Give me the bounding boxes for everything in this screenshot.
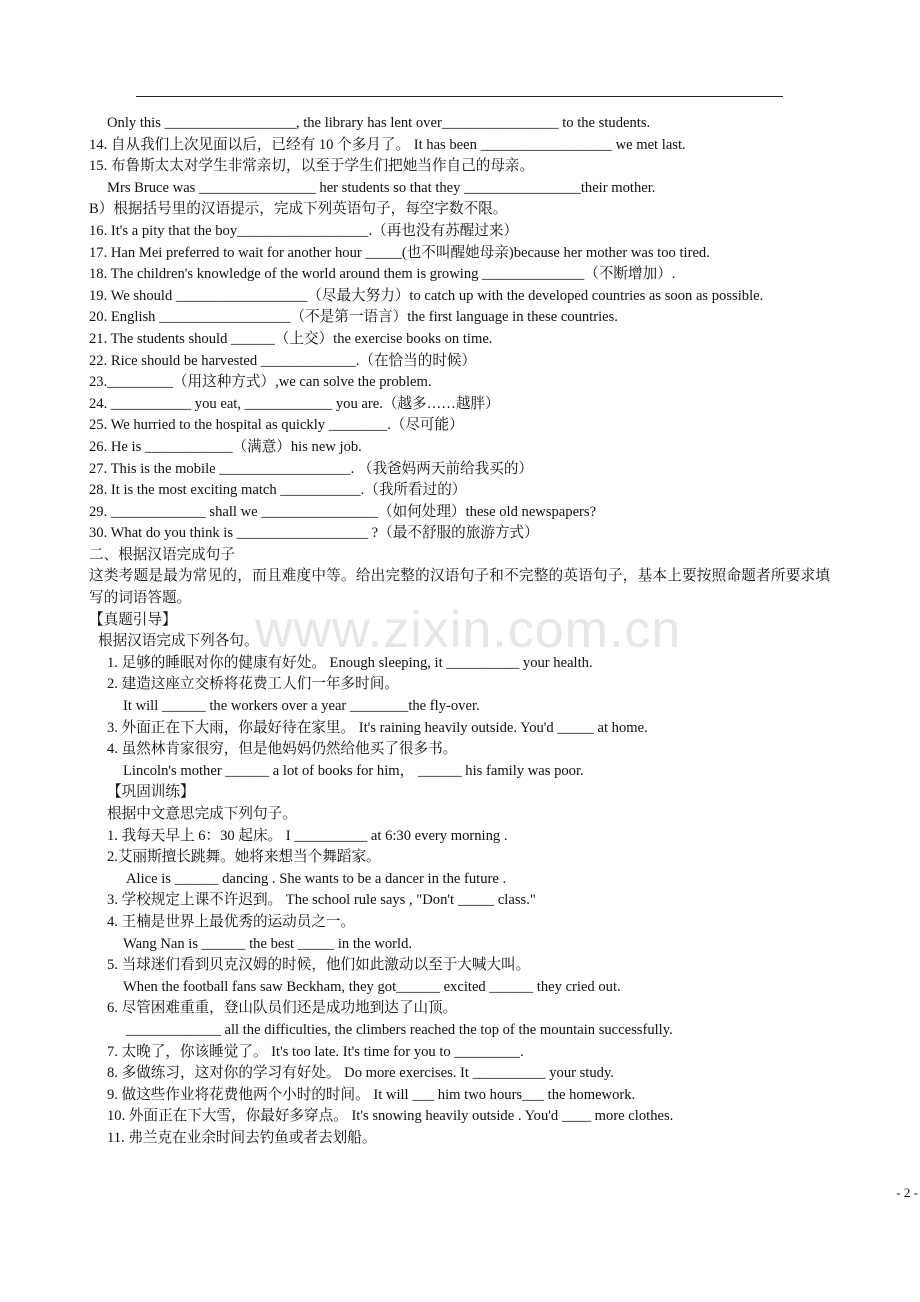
text-line: 5. 当球迷们看到贝克汉姆的时候，他们如此激动以至于大喊大叫。 <box>107 957 531 974</box>
text-line: It will ______ the workers over a year ________the fly-over. <box>123 698 480 715</box>
text-line: 20. English __________________（不是第一语言）the first language in these countries. <box>89 309 618 326</box>
text-line: 11. 弗兰克在业余时间去钓鱼或者去划船。 <box>107 1129 377 1146</box>
text-line: 18. The children's knowledge of the world around them is growing ______________（不断增加）. <box>89 266 676 283</box>
text-line: 27. This is the mobile __________________. （我爸妈两天前给我买的） <box>89 460 534 477</box>
text-line: 4. 王楠是世界上最优秀的运动员之一。 <box>107 913 356 930</box>
text-line: 22. Rice should be harvested _____________.（在恰当的时候） <box>89 352 477 369</box>
text-line: When the football fans saw Beckham, they got______ excited ______ they cried out. <box>123 978 621 995</box>
text-line: 【巩固训练】 <box>107 784 195 801</box>
text-line: 2.艾丽斯擅长跳舞。她将来想当个舞蹈家。 <box>107 849 381 866</box>
text-line: 15. 布鲁斯太太对学生非常亲切，以至于学生们把她当作自己的母亲。 <box>89 158 535 175</box>
text-line: 【真题引导】 <box>89 611 177 628</box>
text-line: 1. 我每天早上 6：30 起床。 I __________ at 6:30 every morning . <box>107 827 508 844</box>
text-line: 25. We hurried to the hospital as quickly ________.（尽可能） <box>89 417 464 434</box>
document-body <box>0 113 920 1150</box>
text-line: 6. 尽管困难重重，登山队员们还是成功地到达了山顶。 <box>107 1000 458 1017</box>
text-line: 1. 足够的睡眠对你的健康有好处。 Enough sleeping, it __________ your health. <box>107 654 593 671</box>
text-line: 8. 多做练习，这对你的学习有好处。 Do more exercises. It __________ your study. <box>107 1065 614 1082</box>
text-line: _____________ all the difficulties, the climbers reached the top of the mountain successfully. <box>126 1021 673 1038</box>
text-line: Wang Nan is ______ the best _____ in the world. <box>123 935 413 952</box>
text-line: 23._________（用这种方式）,we can solve the problem. <box>89 374 432 391</box>
text-line: 10. 外面正在下大雪，你最好多穿点。 It's snowing heavily outside . You'd ____ more clothes. <box>107 1108 674 1125</box>
text-line: 19. We should __________________（尽最大努力）to catch up with the developed countries as soon as possible. <box>89 287 764 304</box>
text-line: 17. Han Mei preferred to wait for another hour _____(也不叫醒她母亲)because her mother was too tired. <box>89 244 710 261</box>
text-line: 16. It's a pity that the boy__________________.（再也没有苏醒过来） <box>89 222 519 239</box>
text-line: 21. The students should ______（上交）the exercise books on time. <box>89 330 493 347</box>
text-line: 4. 虽然林肯家很穷，但是他妈妈仍然给他买了很多书。 <box>107 741 458 758</box>
text-line: 根据汉语完成下列各句。 <box>98 633 259 650</box>
text-line: 3. 外面正在下大雨，你最好待在家里。 It's raining heavily outside. You'd _____ at home. <box>107 719 648 736</box>
text-line: B）根据括号里的汉语提示，完成下列英语句子，每空字数不限。 <box>89 201 508 218</box>
text-line: 3. 学校规定上课不许迟到。 The school rule says , "Don't _____ class." <box>107 892 536 909</box>
text-line: 30. What do you think is __________________ ?（最不舒服的旅游方式） <box>89 525 539 542</box>
text-line: 24. ___________ you eat, ____________ you are.（越多……越胖） <box>89 395 500 412</box>
text-line: 二、根据汉语完成句子 <box>89 546 235 563</box>
header-rule <box>136 96 783 97</box>
text-line: 这类考题是最为常见的，而且难度中等。给出完整的汉语句子和不完整的英语句子，基本上要按照命题者所要求填写的词语答题。 <box>89 568 830 607</box>
text-line: Only this __________________, the library has lent over________________ to the students. <box>107 115 651 131</box>
text-line: 根据中文意思完成下列句子。 <box>107 806 297 822</box>
text-line: 28. It is the most exciting match ___________.（我所看过的） <box>89 482 467 499</box>
text-line: 26. He is ____________（满意）his new job. <box>89 438 362 455</box>
text-line: 14. 自从我们上次见面以后，已经有 10 个多月了。 It has been __________________ we met last. <box>89 136 686 153</box>
text-line: 29. _____________ shall we ________________（如何处理）these old newspapers? <box>89 503 597 520</box>
text-line: Lincoln's mother ______ a lot of books for him， ______ his family was poor. <box>123 762 584 779</box>
page-number: - 2 - <box>896 1185 918 1200</box>
text-line: Alice is ______ dancing . She wants to be a dancer in the future . <box>126 870 507 887</box>
watermark: www.zixin.com.cn <box>255 601 682 659</box>
text-line: 9. 做这些作业将花费他两个小时的时间。 It will ___ him two hours___ the homework. <box>107 1086 636 1103</box>
text-line: 7. 太晚了，你该睡觉了。 It's too late. It's time for you to _________. <box>107 1043 524 1060</box>
text-line: 2. 建造这座立交桥将花费工人们一年多时间。 <box>107 676 399 693</box>
text-line: Mrs Bruce was ________________ her students so that they ________________their mother. <box>107 179 656 196</box>
